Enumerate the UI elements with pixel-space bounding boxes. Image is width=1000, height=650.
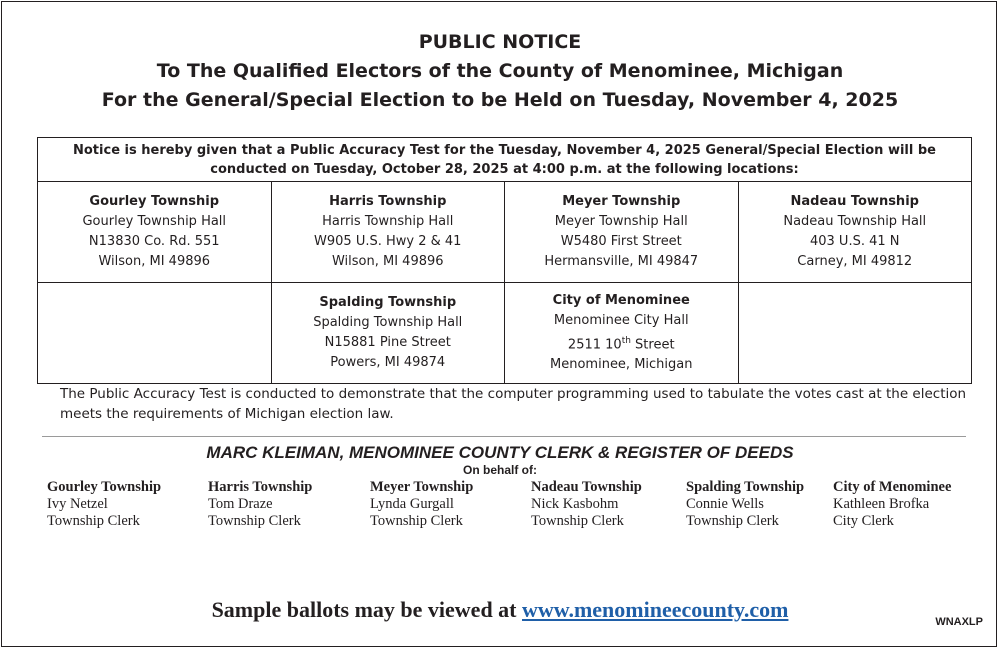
location-hall: Meyer Township Hall: [554, 214, 688, 229]
clerk-harris: [208, 479, 312, 530]
address-street: Street: [630, 337, 675, 353]
location-city: Powers, MI 49874: [330, 355, 446, 370]
location-harris: [271, 182, 505, 283]
location-city: Carney, MI 49812: [797, 254, 913, 269]
location-spalding: [271, 283, 505, 384]
clerk-role: Township Clerk: [686, 513, 779, 529]
location-empty-left: [38, 283, 272, 384]
clerk-township: City of Menominee: [833, 479, 952, 495]
location-gourley: [38, 182, 272, 283]
clerk-township: Harris Township: [208, 479, 313, 495]
clerk-township: Gourley Township: [47, 479, 162, 495]
divider: [42, 436, 966, 437]
location-address: N15881 Pine Street: [324, 335, 451, 350]
address-ordinal: th: [621, 335, 631, 346]
clerk-spalding: [686, 479, 804, 530]
location-city: Wilson, MI 49896: [98, 254, 211, 269]
clerk-role: Township Clerk: [208, 513, 301, 529]
location-city: Wilson, MI 49896: [331, 254, 444, 269]
clerk-township: Meyer Township: [370, 479, 474, 495]
location-meyer: [505, 182, 739, 283]
location-hall: Harris Township Hall: [322, 214, 454, 229]
location-name: Meyer Township: [562, 194, 681, 209]
sample-ballots-text: Sample ballots may be viewed at: [211, 597, 523, 622]
clerk-role: Township Clerk: [47, 513, 140, 529]
location-address: N13830 Co. Rd. 551: [88, 234, 220, 249]
location-name: Spalding Township: [319, 295, 457, 310]
location-address: 403 U.S. 41 N: [809, 234, 900, 249]
location-address: W905 U.S. Hwy 2 & 41: [314, 234, 462, 249]
clerk-township: Nadeau Township: [531, 479, 642, 495]
location-address: [505, 331, 738, 355]
clerk-nadeau: [531, 479, 642, 530]
location-hall: Gourley Township Hall: [82, 214, 227, 229]
clerk-gourley: [47, 479, 161, 530]
address-number: 2511 10: [567, 337, 622, 353]
clerk-menominee: [833, 479, 951, 530]
location-address: W5480 First Street: [560, 234, 682, 249]
ad-code: WNAXLP: [935, 616, 983, 628]
clerk-role: Township Clerk: [370, 513, 463, 529]
location-hall: Nadeau Township Hall: [783, 214, 927, 229]
clerk-name: Lynda Gurgall: [370, 496, 454, 512]
sample-ballots-line: [0, 596, 1000, 624]
clerk-role: Township Clerk: [531, 513, 624, 529]
clerk-name: Nick Kasbohm: [531, 496, 619, 512]
location-name: Nadeau Township: [790, 194, 919, 209]
location-empty-right: [738, 283, 972, 384]
notice-subtitle-election: For the General/Special Election to be Held on Tuesday, November 4, 2025: [101, 89, 899, 111]
clerk-township: Spalding Township: [686, 479, 805, 495]
location-nadeau: [738, 182, 972, 283]
county-clerk-title: MARC KLEIMAN, MENOMINEE COUNTY CLERK & REGISTER OF DEEDS: [206, 443, 794, 462]
notice-header: [0, 28, 1000, 115]
notice-title: PUBLIC NOTICE: [418, 31, 582, 53]
clerk-meyer: [370, 479, 473, 530]
location-menominee: [505, 283, 739, 384]
county-website-link[interactable]: www.menomineecounty.com: [522, 597, 789, 622]
location-name: Gourley Township: [89, 194, 220, 209]
location-hall: Menominee City Hall: [553, 312, 689, 328]
explanation-text: The Public Accuracy Test is conducted to demonstrate that the computer programming used to tabulate the votes cast at the election meets the requirements of Michigan election law.: [60, 386, 967, 422]
location-city: Hermansville, MI 49847: [544, 254, 699, 269]
on-behalf-label: On behalf of:: [463, 463, 537, 477]
location-name: City of Menominee: [552, 292, 690, 308]
location-hall: Spalding Township Hall: [313, 315, 463, 330]
location-city: Menominee, Michigan: [550, 357, 693, 373]
location-name: Harris Township: [329, 194, 447, 209]
clerk-name: Tom Draze: [208, 496, 273, 512]
notice-subtitle-electors: To The Qualified Electors of the County of Menominee, Michigan: [156, 60, 844, 82]
clerk-role: City Clerk: [833, 513, 894, 529]
locations-table: [37, 137, 972, 384]
notice-text: Notice is hereby given that a Public Accuracy Test for the Tuesday, November 4, 2025 General/Special Election will be conducted on Tuesday, October 28, 2025 at 4:00 p.m. at the following locations:: [38, 138, 972, 182]
clerk-name: Ivy Netzel: [47, 496, 108, 512]
clerk-name: Connie Wells: [686, 496, 764, 512]
clerk-name: Kathleen Brofka: [833, 496, 930, 512]
